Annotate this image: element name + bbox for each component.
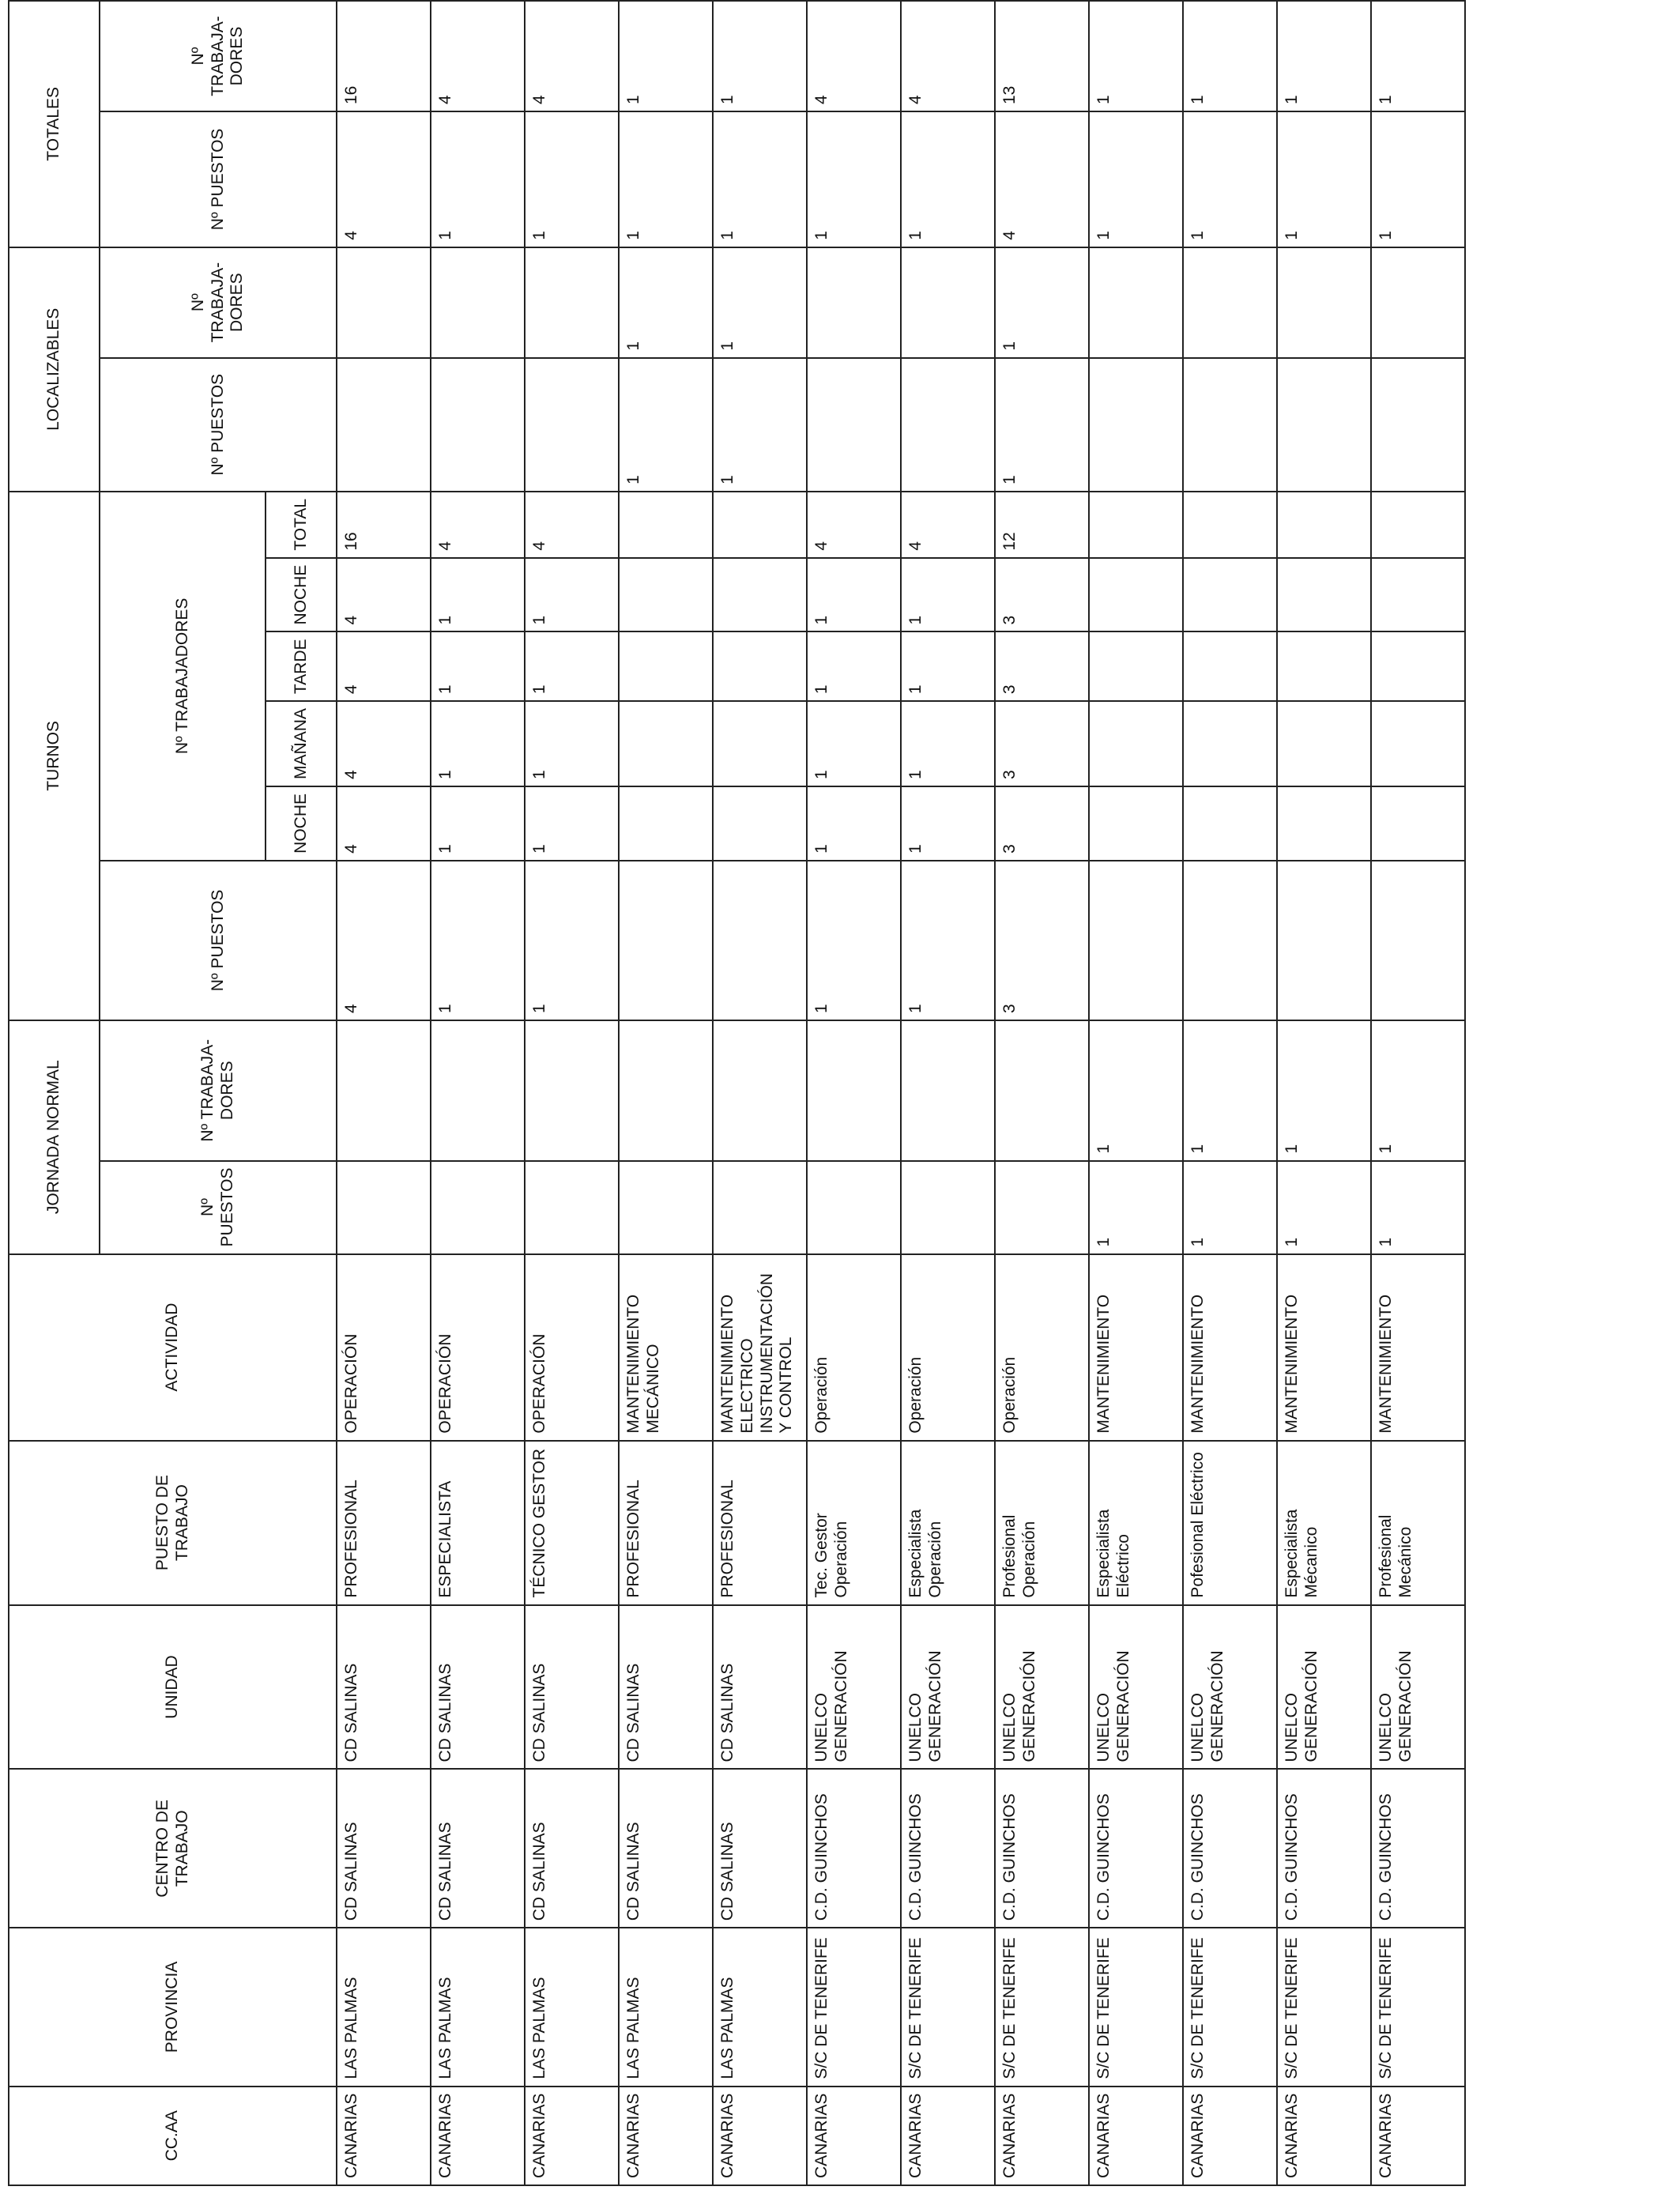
table-row [1183,1,1277,2185]
cell-turnos-noche: 1 [807,786,901,861]
cell-puesto-trabajo: Pofesional Eléctrico [1183,1441,1277,1605]
cell-localizables-trabajadores [431,247,525,358]
cell-jornada-trabajadores [901,1020,995,1161]
cell-turnos-noche-2: 1 [525,558,619,632]
header-unidad: UNIDAD [9,1605,337,1770]
cell-actividad: MANTENIMIENTO [1089,1254,1183,1441]
cell-turnos-noche [1183,786,1277,861]
cell-actividad: OPERACIÓN [431,1254,525,1441]
cell-turnos-noche-2 [713,558,807,632]
header-t-trabajadores: Nº TRABAJADORES [100,492,266,861]
cell-totales-puestos: 1 [713,111,807,247]
cell-totales-trabajadores: 1 [713,1,807,111]
cell-jornada-puestos [995,1161,1089,1254]
cell-totales-trabajadores: 4 [525,1,619,111]
cell-centro-trabajo: C.D. GUINCHOS [807,1770,901,1928]
cell-localizables-trabajadores [337,247,431,358]
cell-puesto-trabajo: Tec. Gestor Operación [807,1441,901,1605]
cell-actividad: MANTENIMIENTO [1277,1254,1371,1441]
cell-localizables-puestos [901,358,995,492]
table-row [337,1,431,2185]
cell-localizables-trabajadores [525,247,619,358]
header-actividad: ACTIVIDAD [9,1254,337,1441]
cell-provincia: S/C DE TENERIFE [1183,1928,1277,2086]
cell-jornada-puestos [713,1161,807,1254]
cell-turnos-manana: 1 [901,701,995,786]
cell-unidad: CD SALINAS [619,1605,713,1770]
cell-turnos-total [1183,492,1277,558]
cell-provincia: S/C DE TENERIFE [1089,1928,1183,2086]
cell-turnos-manana [1277,701,1371,786]
cell-jornada-trabajadores: 1 [1183,1020,1277,1161]
cell-turnos-puestos: 1 [525,861,619,1020]
cell-turnos-puestos [1183,861,1277,1020]
cell-turnos-manana [713,701,807,786]
cell-turnos-puestos [713,861,807,1020]
cell-turnos-noche-2 [1183,558,1277,632]
cell-provincia: LAS PALMAS [525,1928,619,2086]
cell-turnos-manana [1371,701,1465,786]
cell-centro-trabajo: C.D. GUINCHOS [1183,1770,1277,1928]
header-tarde: TARDE [266,631,337,701]
cell-turnos-noche [713,786,807,861]
cell-turnos-total [1371,492,1465,558]
cell-turnos-noche [1277,786,1371,861]
header-tot-puestos: Nº PUESTOS [100,111,337,247]
cell-turnos-noche: 1 [431,786,525,861]
cell-totales-puestos: 1 [1089,111,1183,247]
cell-jornada-puestos [807,1161,901,1254]
cell-actividad: Operación [995,1254,1089,1441]
header-localizables: LOCALIZABLES [9,247,100,492]
table-row [525,1,619,2185]
cell-turnos-noche [1089,786,1183,861]
cell-turnos-total [1089,492,1183,558]
cell-turnos-total: 12 [995,492,1089,558]
cell-turnos-noche-2 [1371,558,1465,632]
cell-localizables-trabajadores [1371,247,1465,358]
cell-actividad: MANTENIMIENTO ELECTRICO INSTRUMENTACIÓN Y CONTROL [713,1254,807,1441]
cell-centro-trabajo: C.D. GUINCHOS [1089,1770,1183,1928]
cell-provincia: LAS PALMAS [431,1928,525,2086]
cell-totales-trabajadores: 4 [431,1,525,111]
cell-turnos-tarde [1089,631,1183,701]
cell-jornada-trabajadores [619,1020,713,1161]
cell-totales-trabajadores: 1 [1277,1,1371,111]
cell-provincia: LAS PALMAS [337,1928,431,2086]
cell-provincia: LAS PALMAS [619,1928,713,2086]
cell-turnos-puestos: 1 [807,861,901,1020]
cell-centro-trabajo: CD SALINAS [713,1770,807,1928]
table-row [1277,1,1371,2185]
cell-ccaa: CANARIAS [1089,2087,1183,2185]
cell-totales-puestos: 4 [995,111,1089,247]
cell-turnos-total [619,492,713,558]
cell-totales-puestos: 4 [337,111,431,247]
cell-puesto-trabajo: Especialista Mécanico [1277,1441,1371,1605]
table-row [995,1,1089,2185]
table-row [901,1,995,2185]
cell-turnos-noche: 3 [995,786,1089,861]
cell-unidad: UNELCO GENERACIÓN [807,1605,901,1770]
cell-puesto-trabajo: ESPECIALISTA [431,1441,525,1605]
cell-totales-puestos: 1 [807,111,901,247]
cell-localizables-puestos: 1 [713,358,807,492]
cell-unidad: CD SALINAS [525,1605,619,1770]
cell-turnos-total: 4 [431,492,525,558]
cell-localizables-trabajadores: 1 [995,247,1089,358]
cell-turnos-noche-2 [1277,558,1371,632]
header-noche: NOCHE [266,786,337,861]
cell-ccaa: CANARIAS [525,2087,619,2185]
cell-turnos-manana: 3 [995,701,1089,786]
cell-unidad: UNELCO GENERACIÓN [901,1605,995,1770]
cell-localizables-trabajadores [1183,247,1277,358]
cell-unidad: UNELCO GENERACIÓN [995,1605,1089,1770]
cell-actividad: MANTENIMIENTO [1183,1254,1277,1441]
cell-totales-puestos: 1 [1183,111,1277,247]
cell-localizables-trabajadores: 1 [713,247,807,358]
cell-turnos-tarde: 1 [525,631,619,701]
cell-unidad: UNELCO GENERACIÓN [1371,1605,1465,1770]
cell-turnos-total: 4 [901,492,995,558]
cell-actividad: Operación [807,1254,901,1441]
cell-jornada-trabajadores: 1 [1371,1020,1465,1161]
cell-provincia: S/C DE TENERIFE [901,1928,995,2086]
cell-puesto-trabajo: Especialista Operación [901,1441,995,1605]
cell-turnos-manana: 1 [431,701,525,786]
cell-actividad: OPERACIÓN [525,1254,619,1441]
cell-localizables-puestos [1183,358,1277,492]
cell-ccaa: CANARIAS [337,2087,431,2185]
cell-turnos-manana: 1 [807,701,901,786]
table-row [431,1,525,2185]
cell-turnos-noche-2 [619,558,713,632]
cell-turnos-manana [1183,701,1277,786]
table-row [1089,1,1183,2185]
cell-turnos-tarde: 1 [431,631,525,701]
cell-totales-puestos: 1 [1371,111,1465,247]
header-totales: TOTALES [9,1,100,247]
cell-localizables-trabajadores [807,247,901,358]
header-t-puestos: Nº PUESTOS [100,861,337,1020]
cell-provincia: S/C DE TENERIFE [1277,1928,1371,2086]
cell-turnos-puestos [1089,861,1183,1020]
header-total: TOTAL [266,492,337,558]
header-provincia: PROVINCIA [9,1928,337,2086]
cell-jornada-puestos [525,1161,619,1254]
cell-turnos-noche-2: 1 [807,558,901,632]
cell-puesto-trabajo: PROFESIONAL [619,1441,713,1605]
cell-turnos-tarde: 3 [995,631,1089,701]
cell-unidad: CD SALINAS [337,1605,431,1770]
cell-turnos-noche-2: 1 [431,558,525,632]
cell-jornada-trabajadores [713,1020,807,1161]
cell-ccaa: CANARIAS [431,2087,525,2185]
cell-localizables-puestos [525,358,619,492]
table-row [713,1,807,2185]
cell-localizables-trabajadores [901,247,995,358]
table-row [1371,1,1465,2185]
cell-puesto-trabajo: Especialista Eléctrico [1089,1441,1183,1605]
cell-provincia: S/C DE TENERIFE [995,1928,1089,2086]
cell-turnos-noche-2 [1089,558,1183,632]
cell-jornada-puestos [901,1161,995,1254]
header-jornada: JORNADA NORMAL [9,1020,100,1254]
cell-provincia: S/C DE TENERIFE [1371,1928,1465,2086]
cell-totales-trabajadores: 13 [995,1,1089,111]
cell-turnos-noche: 1 [901,786,995,861]
cell-turnos-tarde [713,631,807,701]
table-body [337,1,1465,2185]
header-l-puestos: Nº PUESTOS [100,358,337,492]
cell-puesto-trabajo: Profesional Mecánico [1371,1441,1465,1605]
cell-jornada-trabajadores: 1 [1277,1020,1371,1161]
cell-localizables-puestos [431,358,525,492]
cell-turnos-manana [619,701,713,786]
cell-turnos-noche-2: 3 [995,558,1089,632]
cell-totales-puestos: 1 [901,111,995,247]
cell-turnos-puestos: 4 [337,861,431,1020]
cell-puesto-trabajo: TÉCNICO GESTOR [525,1441,619,1605]
cell-jornada-trabajadores [431,1020,525,1161]
cell-totales-puestos: 1 [525,111,619,247]
header-jn-trabajadores: Nº TRABAJA-DORES [100,1020,337,1161]
header-ccaa: CC.AA [9,2087,337,2185]
cell-ccaa: CANARIAS [619,2087,713,2185]
cell-centro-trabajo: CD SALINAS [619,1770,713,1928]
cell-jornada-trabajadores [995,1020,1089,1161]
cell-turnos-tarde [1183,631,1277,701]
cell-ccaa: CANARIAS [1371,2087,1465,2185]
cell-actividad: MANTENIMIENTO MECÁNICO [619,1254,713,1441]
cell-localizables-puestos [807,358,901,492]
cell-ccaa: CANARIAS [713,2087,807,2185]
header-jn-puestos: Nº PUESTOS [100,1161,337,1254]
cell-jornada-puestos: 1 [1371,1161,1465,1254]
header-l-trabajadores: Nº TRABAJA-DORES [100,247,337,358]
cell-jornada-puestos [431,1161,525,1254]
cell-totales-trabajadores: 4 [901,1,995,111]
cell-turnos-noche [1371,786,1465,861]
cell-localizables-trabajadores: 1 [619,247,713,358]
cell-turnos-noche-2: 1 [901,558,995,632]
cell-turnos-puestos [619,861,713,1020]
cell-jornada-puestos: 1 [1183,1161,1277,1254]
cell-localizables-puestos [1089,358,1183,492]
cell-turnos-puestos [1371,861,1465,1020]
cell-jornada-trabajadores [807,1020,901,1161]
cell-totales-trabajadores: 1 [1183,1,1277,111]
cell-turnos-tarde [1371,631,1465,701]
cell-localizables-puestos: 1 [619,358,713,492]
cell-turnos-total: 16 [337,492,431,558]
cell-jornada-trabajadores [525,1020,619,1161]
cell-turnos-noche: 1 [525,786,619,861]
cell-localizables-trabajadores [1089,247,1183,358]
cell-turnos-noche: 4 [337,786,431,861]
cell-turnos-total: 4 [525,492,619,558]
cell-localizables-puestos: 1 [995,358,1089,492]
header-turnos: TURNOS [9,492,100,1020]
cell-turnos-tarde [619,631,713,701]
cell-localizables-puestos [1277,358,1371,492]
cell-centro-trabajo: CD SALINAS [525,1770,619,1928]
cell-actividad: MANTENIMIENTO [1371,1254,1465,1441]
header-tot-trabajadores: Nº TRABAJA-DORES [100,1,337,111]
cell-centro-trabajo: C.D. GUINCHOS [995,1770,1089,1928]
cell-ccaa: CANARIAS [995,2087,1089,2185]
cell-unidad: CD SALINAS [431,1605,525,1770]
cell-jornada-puestos: 1 [1277,1161,1371,1254]
table-row [619,1,713,2185]
cell-centro-trabajo: CD SALINAS [337,1770,431,1928]
cell-actividad: OPERACIÓN [337,1254,431,1441]
cell-centro-trabajo: C.D. GUINCHOS [1371,1770,1465,1928]
cell-puesto-trabajo: PROFESIONAL [713,1441,807,1605]
cell-totales-puestos: 1 [619,111,713,247]
cell-jornada-puestos [619,1161,713,1254]
cell-ccaa: CANARIAS [1183,2087,1277,2185]
cell-turnos-tarde: 4 [337,631,431,701]
cell-turnos-total [1277,492,1371,558]
cell-unidad: CD SALINAS [713,1605,807,1770]
cell-ccaa: CANARIAS [1277,2087,1371,2185]
cell-localizables-puestos [337,358,431,492]
cell-turnos-tarde: 1 [807,631,901,701]
staffing-table [8,0,1466,2186]
cell-totales-trabajadores: 1 [1371,1,1465,111]
cell-turnos-puestos: 1 [431,861,525,1020]
cell-localizables-puestos [1371,358,1465,492]
cell-totales-trabajadores: 1 [619,1,713,111]
cell-jornada-trabajadores [337,1020,431,1161]
cell-unidad: UNELCO GENERACIÓN [1277,1605,1371,1770]
cell-provincia: LAS PALMAS [713,1928,807,2086]
header-centro: CENTRO DE TRABAJO [9,1770,337,1928]
cell-jornada-puestos [337,1161,431,1254]
cell-centro-trabajo: CD SALINAS [431,1770,525,1928]
cell-totales-trabajadores: 16 [337,1,431,111]
cell-turnos-tarde: 1 [901,631,995,701]
cell-puesto-trabajo: Profesional Operación [995,1441,1089,1605]
cell-turnos-manana [1089,701,1183,786]
cell-totales-puestos: 1 [1277,111,1371,247]
cell-turnos-puestos [1277,861,1371,1020]
cell-centro-trabajo: C.D. GUINCHOS [1277,1770,1371,1928]
cell-puesto-trabajo: PROFESIONAL [337,1441,431,1605]
cell-totales-trabajadores: 1 [1089,1,1183,111]
cell-turnos-tarde [1277,631,1371,701]
cell-turnos-manana: 1 [525,701,619,786]
cell-centro-trabajo: C.D. GUINCHOS [901,1770,995,1928]
cell-totales-puestos: 1 [431,111,525,247]
cell-turnos-manana: 4 [337,701,431,786]
cell-turnos-noche-2: 4 [337,558,431,632]
header-puesto: PUESTO DE TRABAJO [9,1441,337,1605]
header-manana: MAÑANA [266,701,337,786]
table-row [807,1,901,2185]
cell-ccaa: CANARIAS [807,2087,901,2185]
cell-provincia: S/C DE TENERIFE [807,1928,901,2086]
cell-jornada-trabajadores: 1 [1089,1020,1183,1161]
cell-jornada-puestos: 1 [1089,1161,1183,1254]
cell-turnos-total [713,492,807,558]
cell-unidad: UNELCO GENERACIÓN [1089,1605,1183,1770]
cell-turnos-puestos: 1 [901,861,995,1020]
cell-turnos-puestos: 3 [995,861,1089,1020]
cell-localizables-trabajadores [1277,247,1371,358]
cell-unidad: UNELCO GENERACIÓN [1183,1605,1277,1770]
cell-turnos-noche [619,786,713,861]
cell-totales-trabajadores: 4 [807,1,901,111]
cell-turnos-total: 4 [807,492,901,558]
cell-actividad: Operación [901,1254,995,1441]
header-noche-2: NOCHE [266,558,337,632]
cell-ccaa: CANARIAS [901,2087,995,2185]
